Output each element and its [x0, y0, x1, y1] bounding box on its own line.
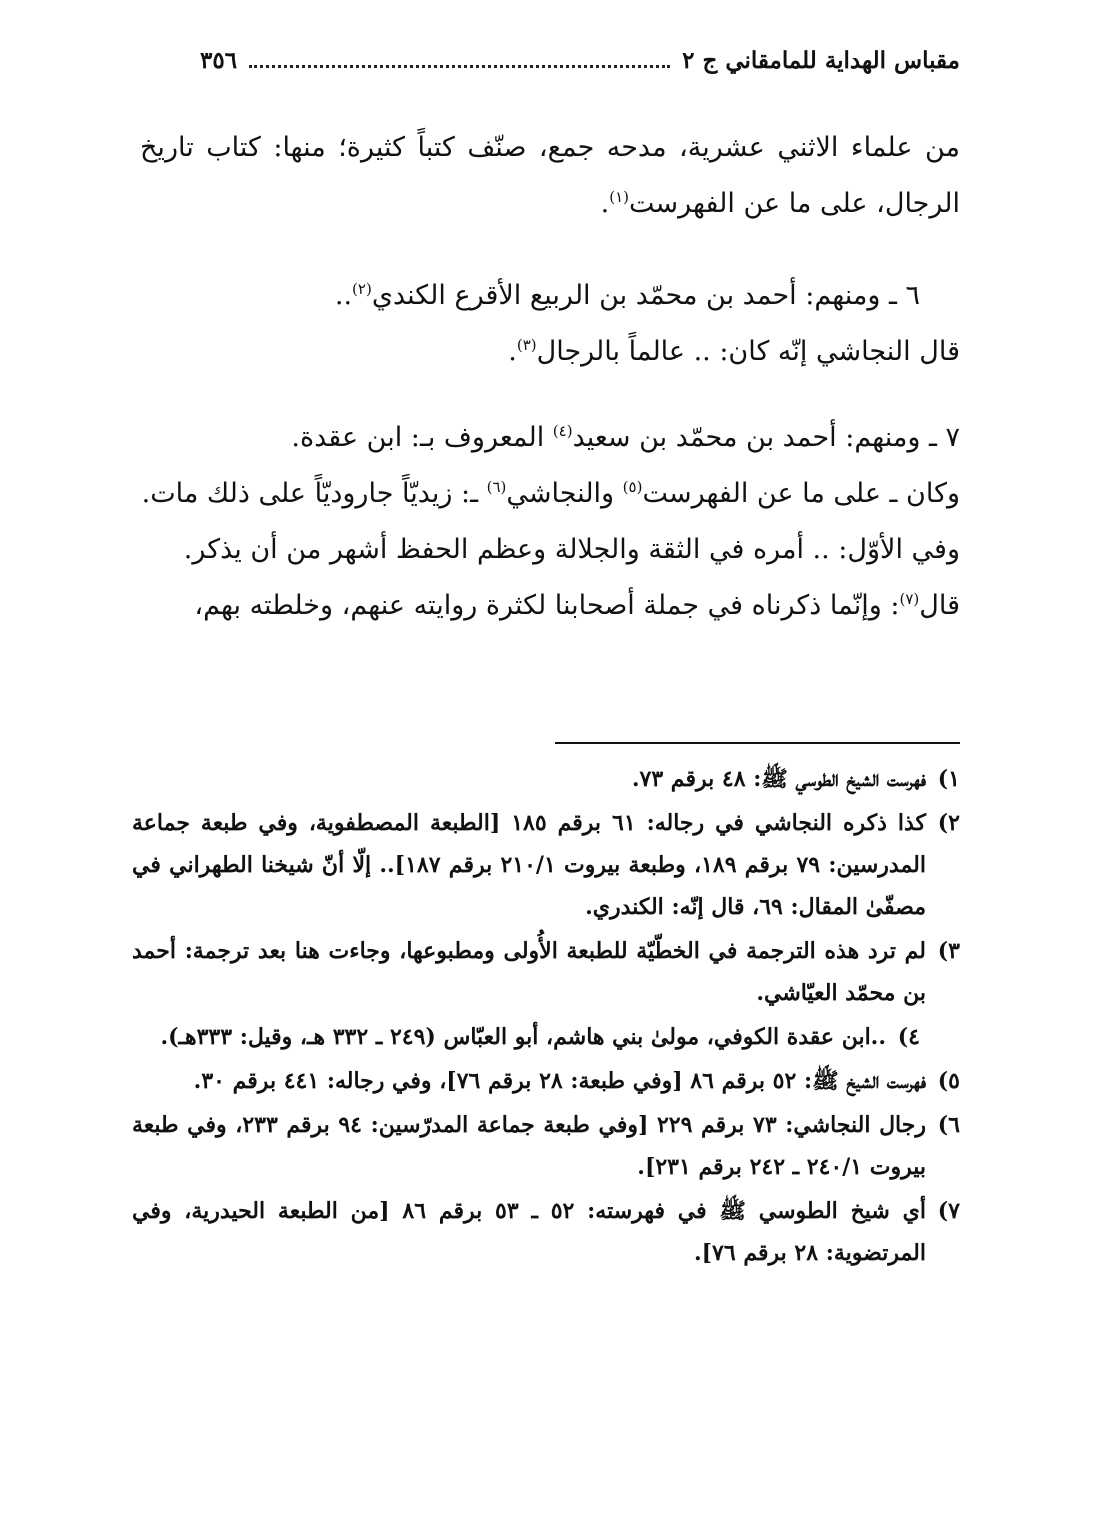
footnote-6	[132, 1104, 960, 1188]
footnote-text: أي شيخ الطوسي ﷺ في فهرسته: ٥٢ ـ ٥٣ برقم ٨٦ [من الطبعة الحيدرية، وفي المرتضوية: ٢٨ برقم ٧٦].	[132, 1198, 926, 1266]
paragraph-intro-end: .	[600, 188, 610, 219]
footnote-ref-1: (١)	[609, 188, 630, 206]
entry-6-quote: قال النجاشي إنّه كان: .. عالماً بالرجال	[536, 336, 960, 367]
book-title: مقباس الهداية للمامقاني ج ٢	[682, 46, 960, 74]
footnote-number: ٣)	[937, 938, 960, 964]
page-number: ٣٥٦	[200, 46, 238, 74]
footnote-4	[132, 1016, 960, 1058]
footnote-ref-4: (٤)	[552, 422, 573, 440]
entry-7-line-4	[140, 578, 960, 634]
entry-7-end: المعروف بـ: ابن عقدة.	[291, 422, 553, 453]
footnote-5	[132, 1060, 960, 1102]
entry-7-line-2-b: والنجاشي	[506, 478, 623, 509]
footnote-number: ٤)	[897, 1024, 920, 1050]
footnote-ref-3: (٣)	[516, 336, 537, 354]
footnote-text: لم ترد هذه الترجمة في الخطّيّة للطبعة الأُولى ومطبوعها، وجاءت هنا بعد ترجمة: أحمد بن محمّد العيّاشي.	[132, 938, 926, 1006]
footnote-number: ٥)	[937, 1068, 960, 1094]
main-text	[140, 120, 960, 634]
entry-7-line-2	[140, 466, 960, 522]
footnote-text: فهرست الشيخ ﷺ: ٥٢ برقم ٨٦ [وفي طبعة: ٢٨ برقم ٧٦]، وفي رجاله: ٤٤١ برقم ٣٠.	[193, 1068, 926, 1094]
footnote-text: رجال النجاشي: ٧٣ برقم ٢٢٩ [وفي طبعة جماعة المدرّسين: ٩٤ برقم ٢٣٣، وفي طبعة بيروت ٢٤٠/١ ـ ٢٤٢ برقم ٢٣١].	[132, 1112, 926, 1180]
entry-7-line-2-a: وكان ـ على ما عن الفهرست	[642, 478, 960, 509]
entry-7-line-2-c: ـ: زيديّاً جاروديّاً على ذلك مات.	[141, 478, 487, 509]
entry-6-quote-end: .	[508, 336, 517, 367]
footnote-ref-5: (٥)	[622, 478, 643, 496]
header-dot-leader	[249, 65, 670, 68]
footnotes	[132, 758, 960, 1276]
footnote-text: ..ابن عقدة الكوفي، مولىٰ بني هاشم، أبو العبّاس (٢٤٩ ـ ٣٣٢ هـ، وقيل: ٣٣٣هـ).	[160, 1024, 886, 1050]
footnote-number: ٢)	[937, 810, 960, 836]
paragraph-intro-text: من علماء الاثني عشرية، مدحه جمع، صنّف كتباً كثيرة؛ منها: كتاب تاريخ الرجال، على ما عن الفهرست	[140, 132, 960, 219]
entry-6-line-2	[140, 324, 960, 380]
entry-7-line-1	[140, 410, 960, 466]
paragraph-intro	[140, 120, 960, 232]
footnote-2	[132, 802, 960, 928]
footnote-ref-7: (٧)	[899, 590, 920, 608]
entry-7-line-3	[140, 522, 960, 578]
footnote-3	[132, 930, 960, 1014]
entry-6-text: ٦ ـ ومنهم: أحمد بن محمّد بن الربيع الأقرع الكندي	[371, 280, 920, 311]
entry-7-line-4-a: قال	[919, 590, 960, 621]
footnote-separator	[555, 742, 960, 744]
footnote-text: فهرست الشيخ الطوسي ﷺ: ٤٨ برقم ٧٣.	[631, 766, 926, 792]
entry-7-line-3-text: وفي الأوّل: .. أمره في الثقة والجلالة وعظم الحفظ أشهر من أن يذكر.	[183, 534, 960, 565]
footnote-ref-2: (٢)	[352, 280, 372, 298]
entry-6-end: ..	[334, 280, 353, 311]
footnote-7	[132, 1190, 960, 1274]
footnote-number: ١)	[937, 766, 960, 792]
footnote-number: ٧)	[937, 1198, 960, 1224]
entry-7-line-4-b: : وإنّما ذكرناه في جملة أصحابنا لكثرة روايته عنهم، وخلطته بهم،	[194, 590, 900, 621]
running-header	[200, 40, 960, 80]
footnote-number: ٦)	[937, 1112, 960, 1138]
entry-7-text: ٧ ـ ومنهم: أحمد بن محمّد بن سعيد	[572, 422, 960, 453]
footnote-text: كذا ذكره النجاشي في رجاله: ٦١ برقم ١٨٥ [الطبعة المصطفوية، وفي طبعة جماعة المدرسين: ٧٩ برقم ١٨٩، وطبعة بيروت ٢١٠/١ برقم ١٨٧].. إلّا أنّ شيخنا الطهراني في مصفّىٰ المقال: ٦٩، قال إنّه: الكندري.	[132, 810, 926, 920]
entry-6-line-1	[140, 268, 960, 324]
footnote-1	[132, 758, 960, 800]
footnote-ref-6: (٦)	[486, 478, 507, 496]
